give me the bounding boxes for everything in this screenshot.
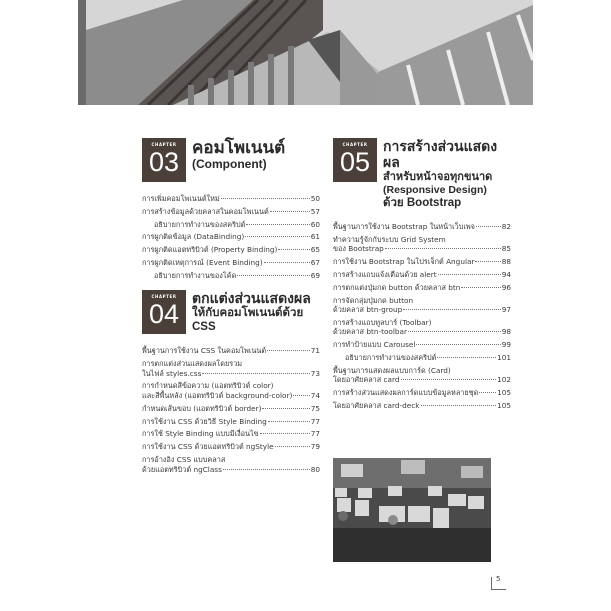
toc-entry[interactable] xyxy=(142,245,320,255)
toc-page-number: 82 xyxy=(501,222,511,231)
toc-page-number: 99 xyxy=(501,340,511,350)
dot-leader xyxy=(438,274,501,275)
toc-entry-text: การผูกติดเหตุการณ์ (Event Binding) xyxy=(142,257,263,267)
toc-page-number: 79 xyxy=(310,442,320,452)
toc-page-number: 77 xyxy=(310,416,320,426)
toc-page-number: 94 xyxy=(501,269,511,279)
toc-entry-text: พื้นฐานการใช้งาน Bootstrap ในหน้าเว็บเพจ xyxy=(333,222,475,231)
toc-page-number: 50 xyxy=(310,194,320,203)
chapter-05-entries xyxy=(333,222,511,411)
dot-leader xyxy=(416,344,500,345)
toc-entry-text: การเพิ่มคอมโพเนนต์ใหม่ xyxy=(142,194,220,203)
dot-leader xyxy=(202,373,309,374)
toc-entry-text: การสร้างข้อมูลด้วยคลาสในคอมโพเนนต์ xyxy=(142,206,269,216)
dot-leader xyxy=(475,261,500,262)
toc-entry-text: การทำป้ายแบบ Carousel xyxy=(333,340,416,350)
chapter-title xyxy=(192,290,320,334)
toc-page-number: 77 xyxy=(310,429,320,439)
toc-entry-text: การตกแต่งปุ่มกด button ด้วยคลาส btn xyxy=(333,282,461,292)
toc-page-number: 65 xyxy=(310,245,320,255)
toc-entry[interactable] xyxy=(142,346,320,356)
chapter-number-badge xyxy=(333,138,377,182)
toc-page-number: 101 xyxy=(497,353,511,363)
toc-page-number: 69 xyxy=(310,270,320,280)
chapter-title xyxy=(192,138,285,172)
toc-entry-text: การตกแต่งส่วนแสดงผลโดยรวม xyxy=(142,359,243,369)
toc-entry-text: ของ Bootstrap xyxy=(333,244,384,254)
toc-entry[interactable] xyxy=(142,258,320,268)
dot-leader xyxy=(262,408,309,409)
chapter-subtitle-line: (Component) xyxy=(192,157,267,171)
chapter-title-line: สำหรับหน้าจอทุกขนาด xyxy=(383,171,493,183)
toc-page-number: 57 xyxy=(310,206,320,216)
chapter-title-line: การสร้างส่วนแสดงผล xyxy=(383,138,498,170)
toc-page-number: 75 xyxy=(310,403,320,413)
dot-leader xyxy=(237,275,309,276)
toc-entry-text: ทำความรู้จักกับระบบ Grid System xyxy=(333,234,446,244)
chapter-label: CHAPTER xyxy=(151,142,177,147)
toc-entry[interactable] xyxy=(142,404,320,414)
toc-page-number: 98 xyxy=(501,327,511,337)
toc-entry[interactable] xyxy=(333,353,511,363)
toc-entry-text: การสร้างแถบทูลบาร์ (Toolbar) xyxy=(333,317,432,327)
toc-entry-text: การใช้ Style Binding แบบมีเงื่อนไข xyxy=(142,429,259,439)
toc-entry-text: การผูกติดข้อมูล (DataBinding) xyxy=(142,232,245,242)
toc-entry-text: การอ้างอิง CSS แบบคลาส xyxy=(142,454,226,464)
toc-entry-text: อธิบายการทำงานของโค้ด xyxy=(154,270,237,280)
toc-entry-text: การจัดกลุ่มปุ่มกด button xyxy=(333,295,414,305)
dot-leader xyxy=(275,446,310,447)
chapter-title-line: (Responsive Design) xyxy=(383,184,487,196)
chapter-title xyxy=(383,138,511,210)
toc-entry[interactable] xyxy=(333,401,511,411)
toc-entry[interactable] xyxy=(333,340,511,350)
dot-leader xyxy=(401,379,497,380)
page-number xyxy=(491,577,506,590)
toc-page-number: 96 xyxy=(501,282,511,292)
chapter-04-entries xyxy=(142,346,320,474)
toc-page-number: 97 xyxy=(501,305,511,315)
header-photo-buildings xyxy=(78,0,533,105)
toc-page-number: 105 xyxy=(497,400,511,410)
toc-right-column xyxy=(333,138,511,414)
toc-entry[interactable] xyxy=(142,381,320,400)
chapter-number-badge xyxy=(142,290,186,334)
dot-leader xyxy=(385,248,501,249)
toc-page-number: 80 xyxy=(310,464,320,474)
toc-entry-text: การผูกติดแอตทริบิวต์ (Property Binding) xyxy=(142,245,278,255)
toc-entry[interactable] xyxy=(333,257,511,267)
dot-leader xyxy=(260,433,310,434)
chapter-title-line: ให้กับคอมโพเนนต์ด้วย CSS xyxy=(192,307,304,334)
toc-entry-text: การสร้างส่วนแสดงผลการ์ดแบบข้อมูลหลายชุด xyxy=(333,388,479,398)
toc-entry[interactable] xyxy=(333,318,511,337)
toc-entry[interactable] xyxy=(142,220,320,230)
toc-entry[interactable] xyxy=(333,283,511,293)
toc-entry-text: กำหนดเส้นขอบ (แอตทริบิวต์ border) xyxy=(142,403,262,413)
chapter-title-line: คอมโพเนนต์ xyxy=(192,138,286,157)
toc-entry-text: พื้นฐานการแสดงผลแบบการ์ด (Card) xyxy=(333,365,451,375)
dot-leader xyxy=(278,249,309,250)
page-number-text: 5 xyxy=(496,575,501,583)
toc-entry-text: และสีพื้นหลัง (แอตทริบิวต์ background-color) xyxy=(142,391,293,401)
toc-page-number: 88 xyxy=(501,257,511,267)
toc-entry[interactable] xyxy=(142,442,320,452)
toc-page-number: 60 xyxy=(310,219,320,229)
toc-entry[interactable] xyxy=(142,429,320,439)
toc-entry-text: โดยอาศัยคลาส card-deck xyxy=(333,400,420,410)
toc-page-number: 105 xyxy=(497,388,511,398)
control-room-photo xyxy=(333,458,491,562)
chapter-number-badge xyxy=(142,138,186,182)
toc-entry[interactable] xyxy=(333,296,511,315)
toc-entry-text: การสร้างแถบแจ้งเตือนด้วย alert xyxy=(333,269,437,279)
chapter-label: CHAPTER xyxy=(151,294,177,300)
toc-page-number: 85 xyxy=(501,244,511,254)
toc-entry[interactable] xyxy=(142,207,320,217)
toc-entry[interactable] xyxy=(142,232,320,242)
chapter-05-heading xyxy=(333,138,511,210)
dot-leader xyxy=(437,357,496,358)
chapter-label: CHAPTER xyxy=(342,142,368,147)
dot-leader xyxy=(221,198,310,199)
chapter-number: 03 xyxy=(148,147,180,177)
toc-entry-text: พื้นฐานการใช้งาน CSS ในคอมโพเนนต์ xyxy=(142,346,267,356)
chapter-title-line: ด้วย Bootstrap xyxy=(383,197,462,209)
dot-leader xyxy=(267,350,310,351)
toc-entry-text: โดยอาศัยคลาส card xyxy=(333,375,400,385)
toc-page-number: 67 xyxy=(310,257,320,267)
toc-entry[interactable] xyxy=(142,271,320,281)
toc-entry-text: ด้วยคลาส btn-group xyxy=(333,305,403,315)
dot-leader xyxy=(246,224,309,225)
toc-page-number: 74 xyxy=(310,391,320,401)
dot-leader xyxy=(461,287,500,288)
toc-page-number: 71 xyxy=(310,346,320,356)
dot-leader xyxy=(293,395,309,396)
toc-entry-text: ในไฟล์ styles.css xyxy=(142,368,202,378)
chapter-number: 05 xyxy=(339,147,371,177)
toc-entry-text: การใช้งาน CSS ด้วยวิธี Style Binding xyxy=(142,416,267,426)
toc-entry-text: อธิบายการทำงานของสคริปต์ xyxy=(154,219,246,229)
chapter-number: 04 xyxy=(148,299,180,330)
dot-leader xyxy=(264,262,310,263)
toc-entry-text: ด้วยแอตทริบิวต์ ngClass xyxy=(142,464,222,474)
dot-leader xyxy=(479,392,496,393)
dot-leader xyxy=(408,331,501,332)
chapter-03-heading xyxy=(142,138,320,182)
toc-entry[interactable] xyxy=(333,366,511,385)
dot-leader xyxy=(421,405,497,406)
chapter-03-entries xyxy=(142,194,320,280)
dot-leader xyxy=(270,211,310,212)
chapter-04-heading xyxy=(142,290,320,334)
dot-leader xyxy=(268,421,310,422)
toc-entry-text: อธิบายการทำงานของสคริปต์ xyxy=(345,353,437,363)
toc-entry[interactable] xyxy=(142,194,320,204)
toc-page-number: 73 xyxy=(310,368,320,378)
dot-leader xyxy=(223,469,310,470)
toc-entry[interactable] xyxy=(333,270,511,280)
toc-entry[interactable] xyxy=(333,388,511,398)
toc-page-number: 61 xyxy=(310,232,320,242)
chapter-title-line: ตกแต่งส่วนแสดงผล xyxy=(192,290,311,307)
toc-entry[interactable] xyxy=(333,222,511,232)
dot-leader xyxy=(476,226,501,227)
toc-entry-text: ด้วยคลาส btn-toolbar xyxy=(333,327,408,337)
toc-entry-text: การกำหนดสีข้อความ (แอตทริบิวต์ color) xyxy=(142,381,274,391)
toc-entry-text: การใช้งาน Bootstrap ในโปรเจ็กต์ Angular xyxy=(333,257,475,267)
toc-page-number: 102 xyxy=(497,375,511,385)
toc-entry[interactable] xyxy=(142,359,320,378)
toc-entry[interactable] xyxy=(142,455,320,474)
toc-left-column xyxy=(142,138,320,477)
dot-leader xyxy=(245,236,309,237)
dot-leader xyxy=(403,309,500,310)
toc-entry[interactable] xyxy=(142,417,320,427)
toc-entry-text: การใช้งาน CSS ด้วยแอตทริบิวต์ ngStyle xyxy=(142,442,274,452)
toc-entry[interactable] xyxy=(333,235,511,254)
